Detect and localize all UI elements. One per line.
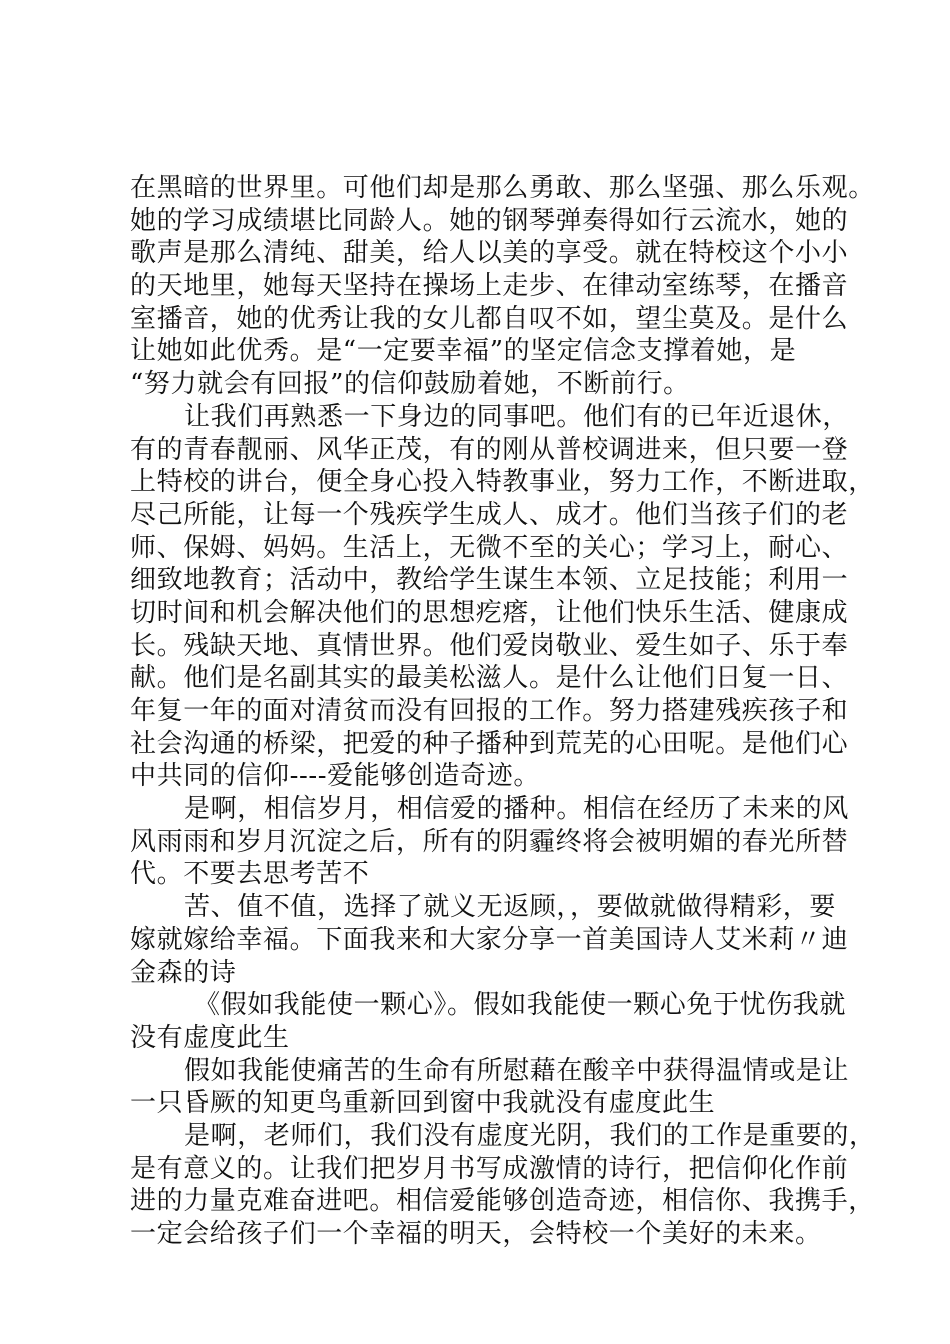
text-line: 让我们再熟悉一下身边的同事吧。他们有的已年近退休，	[184, 401, 850, 432]
text-line: 她的学习成绩堪比同龄人。她的钢琴弹奏得如行云流水，她的	[130, 205, 849, 236]
text-line: 社会沟通的桥梁，把爱的种子播种到荒芜的心田呢。是他们心	[130, 728, 849, 759]
text-line: “努力就会有回报”的信仰鼓励着她，不断前行。	[130, 369, 690, 400]
text-line: 让她如此优秀。是“一定要幸福”的坚定信念支撑着她，是	[130, 336, 797, 367]
text-line: 没有虚度此生	[130, 1022, 290, 1053]
text-line: 尽己所能，让每一个残疾学生成人、成才。他们当孩子们的老	[130, 499, 849, 530]
text-line: 金森的诗	[130, 957, 237, 988]
text-line: 假如我能使痛苦的生命有所慰藉在酸辛中获得温情或是让	[184, 1055, 850, 1086]
text-line: 长。残缺天地、真情世界。他们爱岗敬业、爱生如子、乐于奉	[130, 630, 849, 661]
text-line: 室播音，她的优秀让我的女儿都自叹不如，望尘莫及。是什么	[130, 303, 849, 334]
text-line: 年复一年的面对清贫而没有回报的工作。努力搭建残疾孩子和	[130, 696, 849, 726]
text-line: 是啊，相信岁月，相信爱的播种。相信在经历了未来的风	[184, 794, 850, 825]
text-line: 一定会给孩子们一个幸福的明天，会特校一个美好的未来。	[130, 1219, 822, 1249]
document-body	[130, 172, 876, 1251]
text-line: 上特校的讲台，便全身心投入特教事业，努力工作，不断进取，	[130, 467, 875, 498]
text-line: 切时间和机会解决他们的思想疙瘩，让他们快乐生活、健康成	[130, 597, 849, 628]
text-line: 在黑暗的世界里。可他们却是那么勇敢、那么坚强、那么乐观。	[130, 173, 875, 203]
text-line: 风雨雨和岁月沉淀之后，所有的阴霾终将会被明媚的春光所替	[130, 826, 849, 857]
text-line: 中共同的信仰----爱能够创造奇迹。	[130, 761, 540, 792]
text-line: 细致地教育；活动中，教给学生谋生本领、立足技能；利用一	[130, 565, 849, 596]
text-line: 进的力量克难奋进吧。相信爱能够创造奇迹，相信你、我携手，	[130, 1186, 875, 1217]
text-line: 歌声是那么清纯、甜美，给人以美的享受。就在特校这个小小	[130, 238, 849, 269]
text-line: 代。不要去思考苦不	[130, 859, 370, 890]
text-line: 的天地里，她每天坚持在操场上走步、在律动室练琴，在播音	[130, 271, 849, 302]
text-line: 嫁就嫁给幸福。下面我来和大家分享一首美国诗人艾米莉〃迪	[130, 924, 849, 955]
text-line: 献。他们是名副其实的最美松滋人。是什么让他们日复一日、	[130, 663, 849, 694]
text-line: 是有意义的。让我们把岁月书写成激情的诗行，把信仰化作前	[130, 1153, 849, 1184]
text-line: 苦、值不值，选择了就义无返顾，，要做就做得精彩，要	[184, 892, 837, 923]
text-line: 《假如我能使一颗心》。假如我能使一颗心免于忧伤我就	[194, 990, 847, 1021]
text-line: 师、保姆、妈妈。生活上，无微不至的关心；学习上，耐心、	[130, 532, 849, 563]
text-line: 一只昏厥的知更鸟重新回到窗中我就没有虚度此生	[130, 1088, 716, 1119]
text-line: 是啊，老师们，我们没有虚度光阴，我们的工作是重要的，	[184, 1120, 876, 1151]
text-line: 有的青春靓丽、风华正茂，有的刚从普校调进来，但只要一登	[130, 434, 849, 465]
